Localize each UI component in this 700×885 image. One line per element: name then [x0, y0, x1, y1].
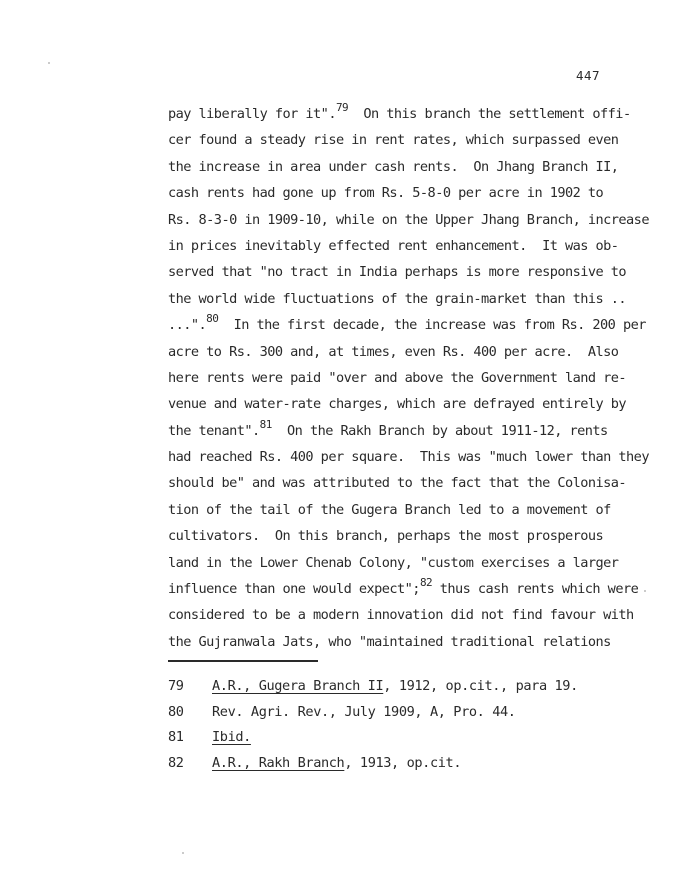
- scan-speck: [182, 852, 184, 854]
- text-line: [168, 418, 668, 444]
- footnote-number: 81: [168, 729, 184, 745]
- text-segment: cultivators. On this branch, perhaps the most prosperous: [168, 528, 604, 545]
- footnote-text: , 1912, op.cit., para 19.: [383, 678, 578, 694]
- text-segment: cash rents had gone up from Rs. 5-8-0 per acre in 1902 to: [168, 185, 604, 202]
- text-segment: in prices inevitably effected rent enhancement. It was ob-: [168, 237, 619, 254]
- footnote-number: 79: [168, 678, 184, 694]
- text-line: [168, 339, 668, 365]
- text-segment: tion of the tail of the Gugera Branch led to a movement of: [168, 501, 611, 518]
- footnote-number: 80: [168, 703, 184, 720]
- footnote-text: Ibid.: [212, 729, 251, 745]
- footnote: [168, 751, 688, 777]
- text-segment: the Gujranwala Jats, who "maintained traditional relations: [168, 633, 611, 650]
- text-line: [168, 391, 668, 417]
- text-line: [168, 154, 668, 180]
- footnote-separator: [168, 660, 318, 662]
- footnote-text: A.R., Rakh Branch: [212, 754, 345, 771]
- text-line: [168, 602, 668, 628]
- scan-speck: [644, 590, 646, 592]
- text-line: [168, 259, 668, 285]
- footnote-reference: 79: [335, 101, 349, 114]
- footnote-text: , 1913, op.cit.: [344, 754, 462, 771]
- text-segment: the increase in area under cash rents. On Jhang Branch II,: [168, 158, 619, 175]
- text-segment: venue and water-rate charges, which are defrayed entirely by: [168, 396, 627, 413]
- footnote: [168, 725, 688, 751]
- footnote-reference: 80: [206, 312, 219, 326]
- footnote: [168, 674, 688, 700]
- text-line: [168, 629, 668, 655]
- text-segment: thus cash rents which were: [432, 581, 639, 598]
- text-line: [168, 444, 668, 470]
- text-line: [168, 127, 668, 153]
- text-segment: Rs. 8-3-0 in 1909-10, while on the Upper Jhang Branch, increase: [168, 211, 649, 228]
- text-line: [168, 312, 668, 338]
- page-number: 447: [576, 68, 601, 83]
- text-segment: On the Rakh Branch by about 1911-12, rents: [271, 422, 608, 439]
- text-segment: land in the Lower Chenab Colony, "custom exercises a larger: [168, 554, 619, 571]
- scan-speck: [48, 62, 50, 64]
- text-segment: On this branch the settlement offi-: [348, 106, 631, 122]
- text-line: [168, 550, 668, 576]
- text-segment: influence than one would expect";: [168, 581, 420, 598]
- text-segment: served that "no tract in India perhaps is more responsive to: [168, 264, 627, 281]
- text-segment: In the first decade, the increase was from Rs. 200 per: [218, 317, 646, 334]
- text-line: [168, 207, 668, 233]
- footnotes: [168, 674, 688, 776]
- text-line: [168, 233, 668, 259]
- text-line: [168, 365, 668, 391]
- text-segment: the world wide fluctuations of the grain-market than this ..: [168, 290, 627, 307]
- text-line: [168, 286, 668, 312]
- text-line: [168, 497, 668, 523]
- text-segment: had reached Rs. 400 per square. This was "much lower than they: [168, 449, 649, 466]
- text-segment: here rents were paid "over and above the Government land re-: [168, 369, 627, 386]
- text-line: [168, 470, 668, 496]
- text-segment: pay liberally for it".: [168, 106, 336, 122]
- text-line: [168, 101, 668, 127]
- text-segment: considered to be a modern innovation did not find favour with: [168, 607, 634, 624]
- text-segment: cer found a steady rise in rent rates, which surpassed even: [168, 132, 619, 149]
- footnote-text: Rev. Agri. Rev., July 1909, A, Pro. 44.: [212, 703, 516, 720]
- footnote-number: 82: [168, 754, 184, 771]
- text-segment: the tenant".: [168, 422, 260, 439]
- footnote: [168, 700, 688, 726]
- footnote-reference: 81: [259, 417, 272, 431]
- text-line: [168, 523, 668, 549]
- text-segment: should be" and was attributed to the fact that the Colonisa-: [168, 475, 627, 492]
- body-text: [168, 101, 668, 655]
- text-segment: ...".: [168, 317, 207, 334]
- text-line: [168, 576, 668, 602]
- footnote-text: A.R., Gugera Branch II: [212, 678, 384, 694]
- footnote-reference: 82: [419, 576, 433, 590]
- text-line: [168, 180, 668, 206]
- text-segment: acre to Rs. 300 and, at times, even Rs. 400 per acre. Also: [168, 343, 619, 360]
